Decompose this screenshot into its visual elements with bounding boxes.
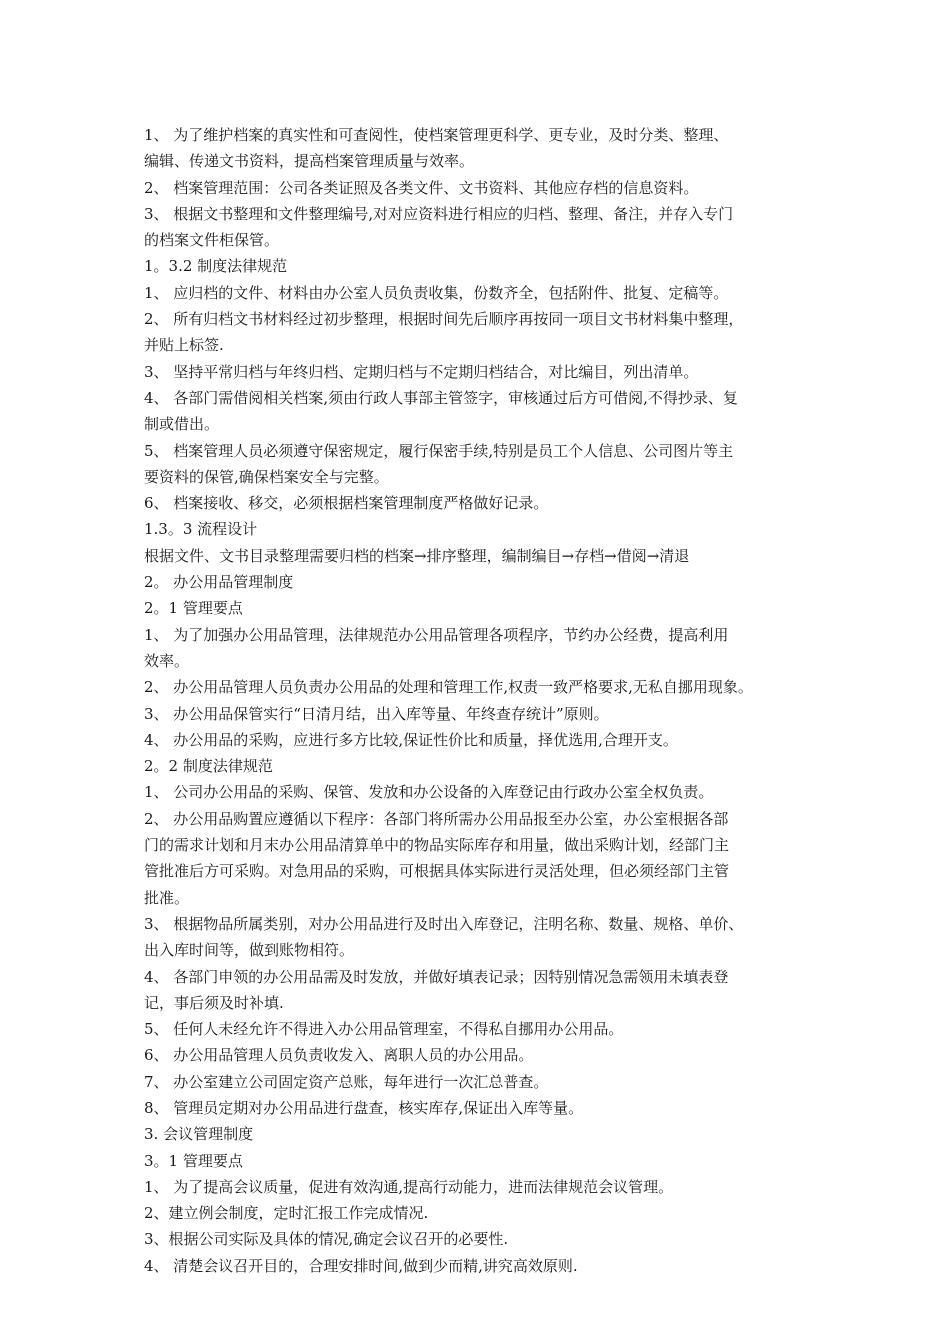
section-heading: 1.3。3 流程设计 [144,520,258,539]
text-line: 6、 档案接收、移交，必须根据档案管理制度严格做好记录。 [144,494,549,513]
document-page [144,122,828,1279]
text-line: 7、 办公室建立公司固定资产总账，每年进行一次汇总普查。 [144,1072,549,1091]
text-line: 要资料的保管,确保档案安全与完整。 [144,467,389,486]
text-line: 6、 办公用品管理人员负责收发入、离职人员的办公用品。 [144,1046,534,1065]
text-line: 根据文件、文书目录整理需要归档的档案→排序整理，编制编目→存档→借阅→清退 [144,546,690,565]
text-line: 制或借出。 [144,415,220,434]
text-line: 的档案文件柜保管。 [144,231,280,250]
section-heading: 2。 办公用品管理制度 [144,573,294,592]
text-line: 1、 公司办公用品的采购、保管、发放和办公设备的入库登记由行政办公室全权负责。 [144,783,714,802]
text-line: 1、 为了提高会议质量，促进有效沟通,提高行动能力，进而法律规范会议管理。 [144,1177,674,1196]
text-line: 2、 办公用品购置应遵循以下程序：各部门将所需办公用品报至办公室，办公室根据各部 [144,809,729,828]
text-line: 出入库时间等，做到账物相符。 [144,941,355,960]
text-line: 4、 各部门需借阅相关档案,须由行政人事部主管签字，审核通过后方可借阅,不得抄录、复 [144,388,738,407]
text-line: 1、 为了维护档案的真实性和可查阅性，使档案管理更科学、更专业，及时分类、整理、 [144,126,729,144]
text-line: 编辑、传递文书资料，提高档案管理质量与效率。 [144,152,475,171]
text-line: 5、 档案管理人员必须遵守保密规定，履行保密手续,特别是员工个人信息、公司图片等主 [144,441,734,460]
text-line: 8、 管理员定期对办公用品进行盘查，核实库存,保证出入库等量。 [144,1098,584,1117]
text-line: 4、 各部门申领的办公用品需及时发放，并做好填表记录；因特别情况急需领用未填表登 [144,967,729,986]
text-line: 并贴上标签. [144,336,224,355]
text-line: 2、 档案管理范围：公司各类证照及各类文件、文书资料、其他应存档的信息资料。 [144,178,699,197]
text-line: 管批准后方可采购。对急用品的采购，可根据具体实际进行灵活处理，但必须经部门主管 [144,862,730,881]
text-line: 效率。 [144,651,190,670]
section-heading: 3. 会议管理制度 [144,1125,254,1144]
text-line: 3、 办公用品保管实行“日清月结，出入库等量、年终查存统计”原则。 [144,704,609,723]
text-line: 门的需求计划和月末办公用品清算单中的物品实际库存和用量，做出采购计划，经部门主 [144,836,730,855]
section-heading: 2。1 管理要点 [144,599,243,618]
section-heading: 1。3.2 制度法律规范 [144,257,288,276]
text-line: 1、 为了加强办公用品管理，法律规范办公用品管理各项程序，节约办公经费，提高利用 [144,625,729,644]
text-line: 2、 所有归档文书材料经过初步整理，根据时间先后顺序再按同一项目文书材料集中整理， [144,310,744,329]
section-heading: 3。1 管理要点 [144,1151,243,1170]
text-line: 1、 应归档的文件、材料由办公室人员负责收集，份数齐全，包括附件、批复、定稿等。 [144,283,729,302]
text-line: 5、 任何人未经允许不得进入办公用品管理室，不得私自挪用办公用品。 [144,1020,624,1039]
text-line: 3、 坚持平常归档与年终归档、定期归档与不定期归档结合，对比编目，列出清单。 [144,362,699,381]
text-line: 3、根据公司实际及具体的情况,确定会议召开的必要性. [144,1230,509,1249]
text-line: 4、 办公用品的采购，应进行多方比较,保证性价比和质量，择优选用,合理开支。 [144,730,678,749]
text-line: 4、 清楚会议召开目的，合理安排时间,做到少而精,讲究高效原则. [144,1256,578,1275]
text-line: 2、 办公用品管理人员负责办公用品的处理和管理工作,权责一致严格要求,无私自挪用现象。 [144,678,753,697]
text-line: 批准。 [144,888,190,907]
section-heading: 2。2 制度法律规范 [144,757,273,776]
text-line: 3、 根据物品所属类别，对办公用品进行及时出入库登记，注明名称、数量、规格、单价、 [144,914,744,933]
text-line: 3、 根据文书整理和文件整理编号,对对应资料进行相应的归档、整理、备注，并存入专门 [144,204,734,223]
text-line: 记，事后须及时补填. [144,993,284,1012]
text-line: 2、建立例会制度，定时汇报工作完成情况. [144,1204,429,1223]
